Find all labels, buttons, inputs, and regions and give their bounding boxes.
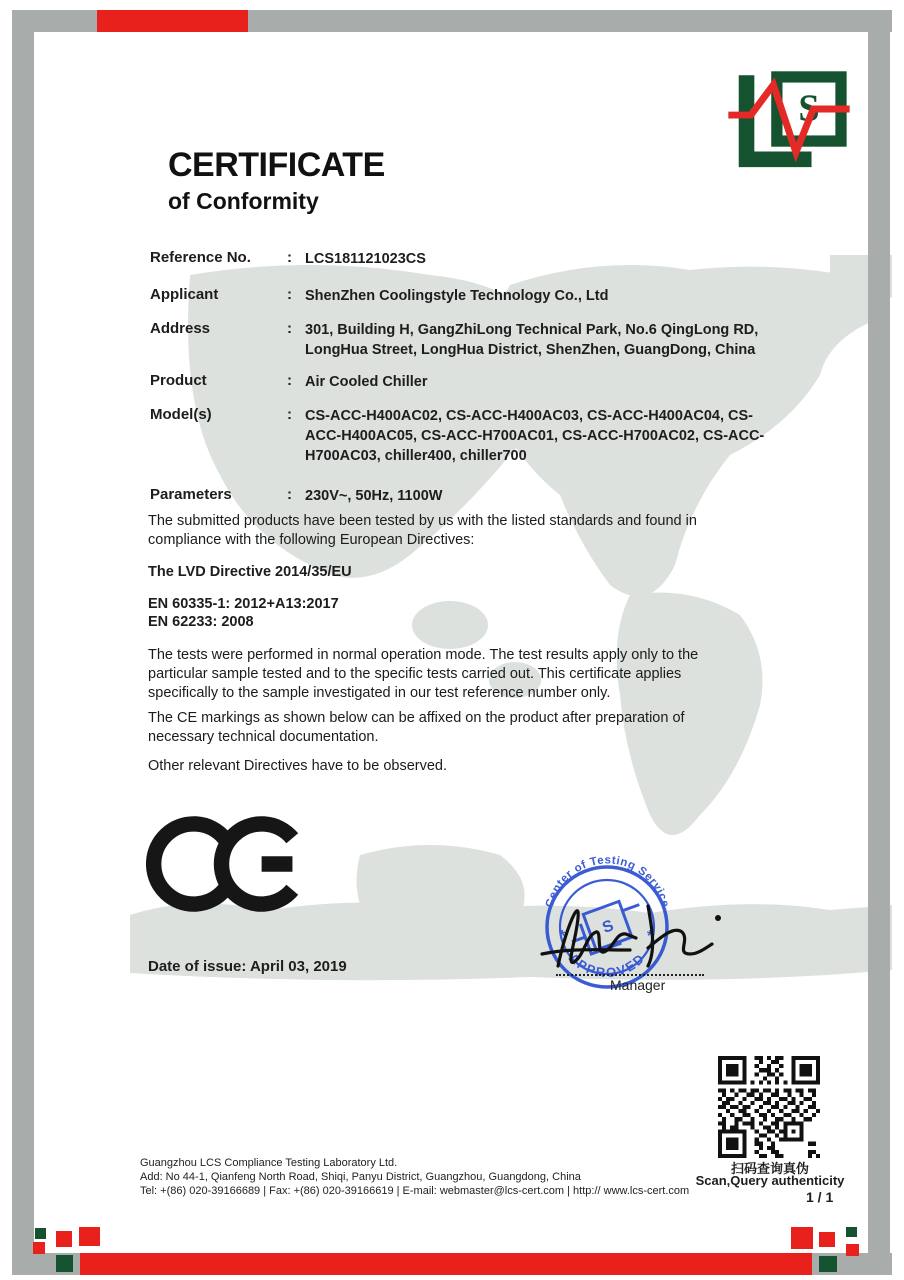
field-row-reference: [150, 249, 785, 269]
qr-code: [718, 1056, 820, 1158]
frame-top-bar: [12, 10, 892, 32]
field-row-applicant: [150, 286, 785, 306]
frame-bottom-bar: [12, 1253, 892, 1275]
tests-paragraph: The tests were performed in normal operation mode. The test results apply only to the particular sample tested and to the specific tests carried out. This certificate applies specifically to the sample investigated in our test reference number only.: [148, 647, 699, 701]
frame-top-red-segment: [97, 10, 248, 32]
corner-deco: [56, 1255, 73, 1272]
field-label: Reference No.: [150, 249, 251, 266]
field-value: Air Cooled Chiller: [305, 374, 428, 390]
field-separator: :: [287, 406, 292, 423]
intro-paragraph: The submitted products have been tested by us with the listed standards and found in compliance with the following European Directives:: [148, 513, 697, 548]
field-row-product: [150, 372, 785, 392]
field-label: Product: [150, 372, 207, 389]
corner-deco: [56, 1231, 72, 1247]
standard-line: EN 62233: 2008: [148, 614, 254, 630]
corner-deco: [79, 1227, 100, 1246]
other-directives-paragraph: Other relevant Directives have to be observed.: [148, 758, 448, 774]
qr-caption-cn: 扫码查询真伪: [730, 1161, 809, 1176]
field-value: 301, Building H, GangZhiLong Technical Park, No.6 QingLong RD, LongHua Street, LongHua District, ShenZhen, GuangDong, China: [305, 322, 759, 358]
field-row-address: [150, 320, 785, 360]
field-separator: :: [287, 372, 292, 389]
manager-label: Manager: [610, 977, 666, 993]
field-separator: :: [287, 286, 292, 303]
footer-address: Add: No 44-1, Qianfeng North Road, Shiqi, Panyu District, Guangzhou, Guangdong, China: [140, 1171, 581, 1183]
ce-mark-icon: [146, 810, 304, 918]
stamp-logo-s: S: [600, 917, 617, 937]
field-separator: :: [287, 486, 292, 503]
field-value: 230V~, 50Hz, 1100W: [305, 488, 443, 504]
field-row-models: [150, 406, 785, 466]
page-title: CERTIFICATE: [168, 146, 385, 184]
page-number: 1 / 1: [806, 1189, 834, 1205]
issue-date: Date of issue: April 03, 2019: [148, 958, 347, 975]
stamp-top-text: Center of Testing Service: [543, 854, 672, 909]
corner-deco: [819, 1232, 835, 1247]
standard-line: EN 60335-1: 2012+A13:2017: [148, 596, 339, 612]
field-value: LCS181121023CS: [305, 251, 426, 267]
logo-s: S: [798, 87, 820, 130]
stamp-star-left: *: [559, 928, 566, 945]
field-value: CS-ACC-H400AC02, CS-ACC-H400AC03, CS-ACC-H400AC04, CS-ACC-H400AC05, CS-ACC-H700AC01, CS-ACC-H700AC02, CS-ACC-H700AC03, chiller400, chiller700: [305, 408, 765, 464]
qr-caption-en: Scan,Query authenticity: [695, 1173, 845, 1188]
stamp-bottom-text: APPROVED: [565, 950, 649, 981]
lcs-logo: [728, 70, 850, 174]
field-label: Address: [150, 320, 211, 337]
stamp-star-right: *: [647, 928, 654, 945]
page-subtitle: of Conformity: [168, 188, 319, 214]
footer-contact: Tel: +(86) 020-39166689 | Fax: +(86) 020-39166619 | E-mail: webmaster@lcs-cert.com | http:// www.lcs-cert.com: [140, 1185, 690, 1197]
corner-deco: [846, 1227, 857, 1237]
directive-line: The LVD Directive 2014/35/EU: [148, 564, 352, 580]
corner-deco: [791, 1227, 813, 1249]
frame-left-bar: [12, 10, 34, 1275]
field-row-parameters: [150, 486, 785, 506]
footer-company: Guangzhou LCS Compliance Testing Laboratory Ltd.: [140, 1157, 398, 1169]
signature-line: [556, 960, 704, 976]
corner-deco: [846, 1244, 859, 1256]
frame-right-bar: [868, 10, 890, 1275]
field-separator: :: [287, 320, 292, 337]
frame-bottom-red-segment: [80, 1253, 812, 1275]
corner-deco: [33, 1242, 45, 1254]
field-label: Applicant: [150, 286, 219, 303]
ce-markings-paragraph: The CE markings as shown below can be affixed on the product after preparation of necessary technical documentation.: [148, 710, 685, 745]
corner-deco: [35, 1228, 46, 1239]
field-value: ShenZhen Coolingstyle Technology Co., Ltd: [305, 288, 609, 304]
field-separator: :: [287, 249, 292, 266]
corner-deco: [819, 1256, 837, 1272]
field-label: Parameters: [150, 486, 232, 503]
field-label: Model(s): [150, 406, 212, 423]
